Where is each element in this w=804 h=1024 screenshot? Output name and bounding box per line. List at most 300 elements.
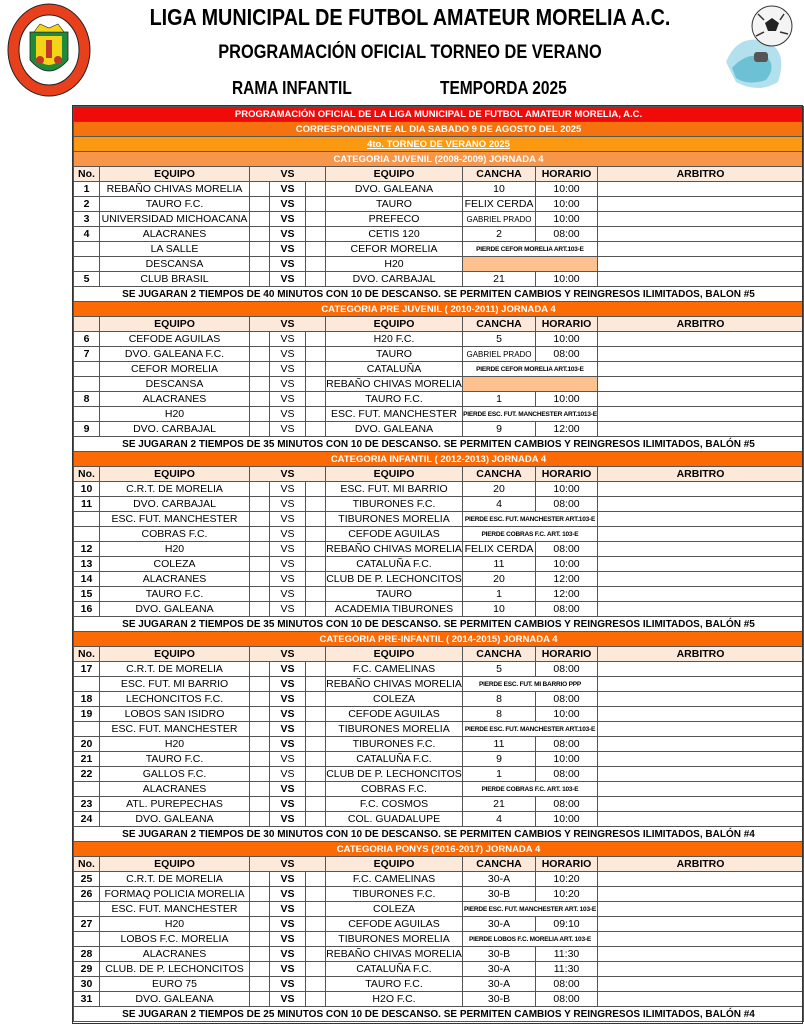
match-row [74,542,804,557]
referee-cell[interactable] [598,752,804,767]
away-team: COBRAS F.C. [326,782,463,797]
time-cell: 08:00 [536,977,598,992]
category-header-row [74,632,804,647]
home-team: ESC. FUT. MANCHESTER [100,902,250,917]
match-row [74,812,804,827]
away-team: DVO. GALEANA [326,422,463,437]
vs-spacer-left [250,392,270,407]
time-cell: 10:00 [536,332,598,347]
referee-cell[interactable] [598,407,804,422]
forfeit-result: PIERDE COBRAS F.C. ART. 103-E [463,782,598,797]
field-cell: 9 [463,422,536,437]
referee-cell[interactable] [598,662,804,677]
home-team: DVO. GALEANA F.C. [100,347,250,362]
field-cell: FELIX CERDA [463,197,536,212]
referee-cell[interactable] [598,782,804,797]
match-row [74,692,804,707]
vs-spacer-left [250,572,270,587]
match-row [74,482,804,497]
category-header-row [74,452,804,467]
col-field-header: CANCHA [463,857,536,872]
col-time-header: HORARIO [536,647,598,662]
referee-cell[interactable] [598,737,804,752]
match-row [74,257,804,272]
away-team: CEFOR MORELIA [326,242,463,257]
vs-spacer-right [306,602,326,617]
home-team: ESC. FUT. MANCHESTER [100,512,250,527]
match-number: 13 [74,557,100,572]
col-time-header: HORARIO [536,857,598,872]
tournament-banner: 4to. TORNEO DE VERANO 2025 [74,137,804,152]
match-row [74,752,804,767]
vs-spacer-right [306,872,326,887]
home-team: UNIVERSIDAD MICHOACANA [100,212,250,227]
home-team: COLEZA [100,557,250,572]
vs-spacer-right [306,797,326,812]
referee-cell[interactable] [598,812,804,827]
vs-spacer-right [306,917,326,932]
col-no-header: No. [74,857,100,872]
col-referee-header: ARBITRO [598,857,804,872]
col-field-header: CANCHA [463,467,536,482]
home-team: DVO. GALEANA [100,992,250,1007]
vs-spacer-right [306,512,326,527]
away-team: TAURO F.C. [326,392,463,407]
vs-spacer-right [306,722,326,737]
col-field-header: CANCHA [463,317,536,332]
vs-spacer-left [250,917,270,932]
away-team: F.C. CAMELINAS [326,872,463,887]
vs-label: VS [270,797,306,812]
away-team: CLUB DE P. LECHONCITOS [326,572,462,585]
vs-spacer-left [250,782,270,797]
match-number [74,527,100,542]
col-no-header: No. [74,467,100,482]
match-number [74,407,100,422]
away-team: ACADEMIA TIBURONES [326,602,463,617]
schedule-subtitle: PROGRAMACIÓN OFICIAL TORNEO DE VERANO [218,42,602,63]
vs-label: VS [270,977,306,992]
vs-spacer-left [250,992,270,1007]
column-header-row [74,647,804,662]
vs-spacer-right [306,197,326,212]
match-row [74,962,804,977]
referee-cell[interactable] [598,872,804,887]
time-cell: 10:00 [536,482,598,497]
vs-spacer-right [306,692,326,707]
match-number: 12 [74,542,100,557]
vs-spacer-left [250,722,270,737]
home-team: REBAÑO CHIVAS MORELIA [100,182,250,197]
col-team2-header: EQUIPO [326,467,463,482]
match-number: 30 [74,977,100,992]
match-number: 31 [74,992,100,1007]
time-cell: 10:20 [536,872,598,887]
vs-label: VS [270,512,306,527]
referee-cell[interactable] [598,527,804,542]
referee-cell[interactable] [598,377,804,392]
time-cell: 08:00 [536,497,598,512]
match-row [74,272,804,287]
referee-cell[interactable] [598,692,804,707]
vs-spacer-right [306,812,326,827]
forfeit-result: PIERDE COBRAS F.C. ART. 103-E [463,527,598,542]
referee-cell[interactable] [598,932,804,947]
match-number: 24 [74,812,100,827]
home-team: LA SALLE [100,242,250,257]
vs-spacer-right [306,737,326,752]
vs-spacer-left [250,707,270,722]
referee-cell[interactable] [598,947,804,962]
match-number: 3 [74,212,100,227]
category-title: CATEGORIA PRE-INFANTIL ( 2014-2015) JORNADA 4 [74,632,804,647]
match-number: 27 [74,917,100,932]
referee-cell[interactable] [598,797,804,812]
away-team: ESC. FUT. MI BARRIO [326,482,463,497]
vs-label: VS [270,662,306,677]
match-row [74,677,804,692]
away-team: CATALUÑA F.C. [326,752,463,767]
home-team: ATL. PUREPECHAS [100,797,250,812]
col-team2-header: EQUIPO [326,857,463,872]
home-team: CLUB. DE P. LECHONCITOS [100,962,250,977]
match-number: 29 [74,962,100,977]
vs-spacer-right [306,572,326,587]
vs-spacer-left [250,422,270,437]
vs-label: VS [270,962,306,977]
referee-cell[interactable] [598,392,804,407]
forfeit-result: PIERDE ESC. FUT. MI BARRIO PPP [463,677,598,692]
col-vs-header: VS [250,467,326,482]
vs-spacer-left [250,887,270,902]
vs-spacer-left [250,812,270,827]
vs-spacer-left [250,212,270,227]
category-header-row [74,302,804,317]
referee-cell[interactable] [598,767,804,782]
col-referee-header: ARBITRO [598,647,804,662]
home-team: CEFOR MORELIA [100,362,250,377]
home-team: ESC. FUT. MI BARRIO [100,677,250,692]
time-cell: 10:00 [536,752,598,767]
away-team: REBAÑO CHIVAS MORELIA [326,377,462,390]
match-row [74,602,804,617]
time-cell: 08:00 [536,797,598,812]
vs-label: VS [270,752,306,767]
match-row [74,932,804,947]
referee-cell[interactable] [598,557,804,572]
match-number: 20 [74,737,100,752]
field-cell: FELIX CERDA [463,542,536,557]
league-title: LIGA MUNICIPAL DE FUTBOL AMATEUR MORELIA A.C. [149,4,671,30]
time-cell: 10:20 [536,887,598,902]
away-team: TIBURONES MORELIA [326,512,463,527]
vs-spacer-left [250,407,270,422]
referee-cell[interactable] [598,707,804,722]
referee-cell[interactable] [598,272,804,287]
match-number: 18 [74,692,100,707]
away-team: H20 F.C. [326,332,463,347]
match-row [74,887,804,902]
col-field-header: CANCHA [463,647,536,662]
rules-note: SE JUGARAN 2 TIEMPOS DE 40 MINUTOS CON 10 DE DESCANSO. SE PERMITEN CAMBIOS Y REINGRESOS ILIMITADOS, BALON #5 [74,287,804,302]
match-number: 1 [74,182,100,197]
vs-label: VS [270,737,306,752]
field-cell: 10 [463,182,536,197]
col-vs-header: VS [250,647,326,662]
referee-cell[interactable] [598,962,804,977]
vs-spacer-left [250,692,270,707]
col-team2-header: EQUIPO [326,647,463,662]
referee-cell[interactable] [598,362,804,377]
match-row [74,992,804,1007]
away-team: H20 [326,257,463,272]
vs-spacer-right [306,392,326,407]
time-cell: 08:00 [536,992,598,1007]
referee-cell[interactable] [598,497,804,512]
away-team: DVO. GALEANA [326,182,463,197]
home-team: ALACRANES [100,782,250,797]
referee-cell[interactable] [598,242,804,257]
match-number: 11 [74,497,100,512]
col-field-header: CANCHA [463,167,536,182]
time-cell: 12:00 [536,587,598,602]
home-team: C.R.T. DE MORELIA [100,482,250,497]
home-team: H20 [100,917,250,932]
match-row [74,947,804,962]
vs-spacer-right [306,227,326,242]
forfeit-result: PIERDE ESC. FUT. MANCHESTER ART.1013-E [463,407,598,422]
rules-note-row [74,1007,804,1022]
referee-cell[interactable] [598,917,804,932]
vs-label: VS [270,782,306,797]
referee-cell[interactable] [598,422,804,437]
field-cell: 30-A [463,917,536,932]
away-team: COL. GUADALUPE [326,812,463,827]
match-number [74,932,100,947]
page-header [0,0,804,105]
match-number: 5 [74,272,100,287]
match-row [74,182,804,197]
home-team: LOBOS SAN ISIDRO [100,707,250,722]
vs-spacer-left [250,272,270,287]
away-team: REBAÑO CHIVAS MORELIA [326,677,462,690]
time-cell: 10:00 [536,557,598,572]
home-team: FORMAQ POLICIA MORELIA [100,887,250,902]
vs-label: VS [270,557,306,572]
time-cell: 09:10 [536,917,598,932]
home-team: DVO. CARBAJAL [100,497,250,512]
category-title: CATEGORIA PRE JUVENIL ( 2010-2011) JORNADA 4 [74,302,804,317]
vs-label: VS [270,887,306,902]
vs-label: VS [270,377,306,392]
col-team1-header: EQUIPO [100,467,250,482]
field-cell: 20 [463,482,536,497]
referee-cell[interactable] [598,512,804,527]
forfeit-result: PIERDE ESC. FUT. MANCHESTER ART. 103-E [463,902,598,917]
vs-spacer-left [250,902,270,917]
vs-spacer-right [306,272,326,287]
away-team: ESC. FUT. MANCHESTER [326,407,463,422]
match-number: 4 [74,227,100,242]
match-number [74,377,100,392]
time-cell: 12:00 [536,422,598,437]
vs-label: VS [270,872,306,887]
referee-cell[interactable] [598,977,804,992]
match-row [74,557,804,572]
vs-spacer-right [306,767,326,782]
vs-spacer-left [250,767,270,782]
referee-cell[interactable] [598,482,804,497]
referee-cell[interactable] [598,992,804,1007]
home-team: LOBOS F.C. MORELIA [100,932,250,947]
home-team: ALACRANES [100,947,250,962]
season-label: TEMPORDA 2025 [440,78,567,98]
vs-label: VS [270,362,306,377]
col-time-header: HORARIO [536,467,598,482]
col-time-header: HORARIO [536,317,598,332]
vs-spacer-left [250,332,270,347]
vs-label: VS [270,767,306,782]
away-team: COLEZA [326,902,463,917]
referee-cell[interactable] [598,212,804,227]
referee-cell[interactable] [598,347,804,362]
home-team: CEFODE AGUILAS [100,332,250,347]
vs-spacer-left [250,197,270,212]
rules-note: SE JUGARAN 2 TIEMPOS DE 30 MINUTOS CON 10 DE DESCANSO. SE PERMITEN CAMBIOS Y REINGRESOS ILIMITADOS, BALÓN #4 [74,827,804,842]
vs-spacer-left [250,377,270,392]
time-cell: 10:00 [536,707,598,722]
home-team: H20 [100,542,250,557]
col-no-header [74,317,100,332]
referee-cell[interactable] [598,197,804,212]
time-cell: 10:00 [536,812,598,827]
referee-cell[interactable] [598,572,804,587]
vs-spacer-left [250,977,270,992]
referee-cell[interactable] [598,587,804,602]
vs-label: VS [270,932,306,947]
col-vs-header: VS [250,167,326,182]
match-row [74,347,804,362]
field-cell: 8 [463,692,536,707]
time-cell: 08:00 [536,662,598,677]
vs-label: VS [270,542,306,557]
rest-cell [463,377,598,392]
field-cell: 5 [463,332,536,347]
vs-spacer-right [306,257,326,272]
rules-note-row [74,617,804,632]
referee-cell[interactable] [598,902,804,917]
away-team: TIBURONES F.C. [326,887,463,902]
away-team: CATALUÑA F.C. [326,962,463,977]
vs-label: VS [270,497,306,512]
vs-spacer-right [306,947,326,962]
match-number: 21 [74,752,100,767]
away-team: TIBURONES F.C. [326,497,463,512]
time-cell: 10:00 [536,197,598,212]
col-team1-header: EQUIPO [100,167,250,182]
field-cell: 30-A [463,872,536,887]
vs-spacer-right [306,362,326,377]
vs-spacer-right [306,422,326,437]
match-number [74,512,100,527]
referee-cell[interactable] [598,722,804,737]
vs-spacer-right [306,407,326,422]
time-cell: 12:00 [536,572,598,587]
match-row [74,512,804,527]
away-team: F.C. CAMELINAS [326,662,463,677]
home-team: DVO. CARBAJAL [100,422,250,437]
time-cell: 08:00 [536,542,598,557]
vs-spacer-right [306,962,326,977]
vs-label: VS [270,257,306,272]
col-team1-header: EQUIPO [100,647,250,662]
match-number: 26 [74,887,100,902]
vs-label: VS [270,392,306,407]
time-cell: 08:00 [536,737,598,752]
match-row [74,662,804,677]
match-row [74,377,804,392]
vs-spacer-left [250,242,270,257]
vs-spacer-right [306,332,326,347]
home-team: CLUB BRASIL [100,272,250,287]
away-team: CATALUÑA F.C. [326,557,463,572]
time-cell: 08:00 [536,767,598,782]
referee-cell[interactable] [598,227,804,242]
vs-spacer-right [306,482,326,497]
referee-cell[interactable] [598,542,804,557]
col-no-header: No. [74,647,100,662]
date-banner: CORRESPONDIENTE AL DIA SABADO 9 DE AGOSTO DEL 2025 [74,122,804,137]
vs-spacer-left [250,497,270,512]
vs-spacer-right [306,587,326,602]
vs-label: VS [270,227,306,242]
match-row [74,782,804,797]
match-row [74,977,804,992]
referee-cell[interactable] [598,602,804,617]
vs-spacer-left [250,512,270,527]
time-cell: 10:00 [536,392,598,407]
field-cell: 9 [463,752,536,767]
vs-label: VS [270,602,306,617]
match-row [74,767,804,782]
vs-spacer-right [306,977,326,992]
vs-spacer-left [250,527,270,542]
match-row [74,707,804,722]
match-number [74,722,100,737]
match-number [74,242,100,257]
vs-label: VS [270,272,306,287]
vs-spacer-left [250,752,270,767]
category-title: CATEGORIA PONYS (2016-2017) JORNADA 4 [74,842,804,857]
forfeit-result: PIERDE CEFOR MORELIA ART.103-E [463,242,598,257]
referee-cell[interactable] [598,887,804,902]
col-referee-header: ARBITRO [598,467,804,482]
referee-cell[interactable] [598,182,804,197]
match-number: 6 [74,332,100,347]
match-row [74,737,804,752]
vs-spacer-right [306,992,326,1007]
home-team: LECHONCITOS F.C. [100,692,250,707]
field-cell: 30-B [463,947,536,962]
referee-cell[interactable] [598,257,804,272]
referee-cell[interactable] [598,332,804,347]
vs-spacer-left [250,947,270,962]
field-cell: 2 [463,227,536,242]
referee-cell[interactable] [598,677,804,692]
vs-spacer-right [306,662,326,677]
vs-spacer-left [250,347,270,362]
vs-label: VS [270,422,306,437]
